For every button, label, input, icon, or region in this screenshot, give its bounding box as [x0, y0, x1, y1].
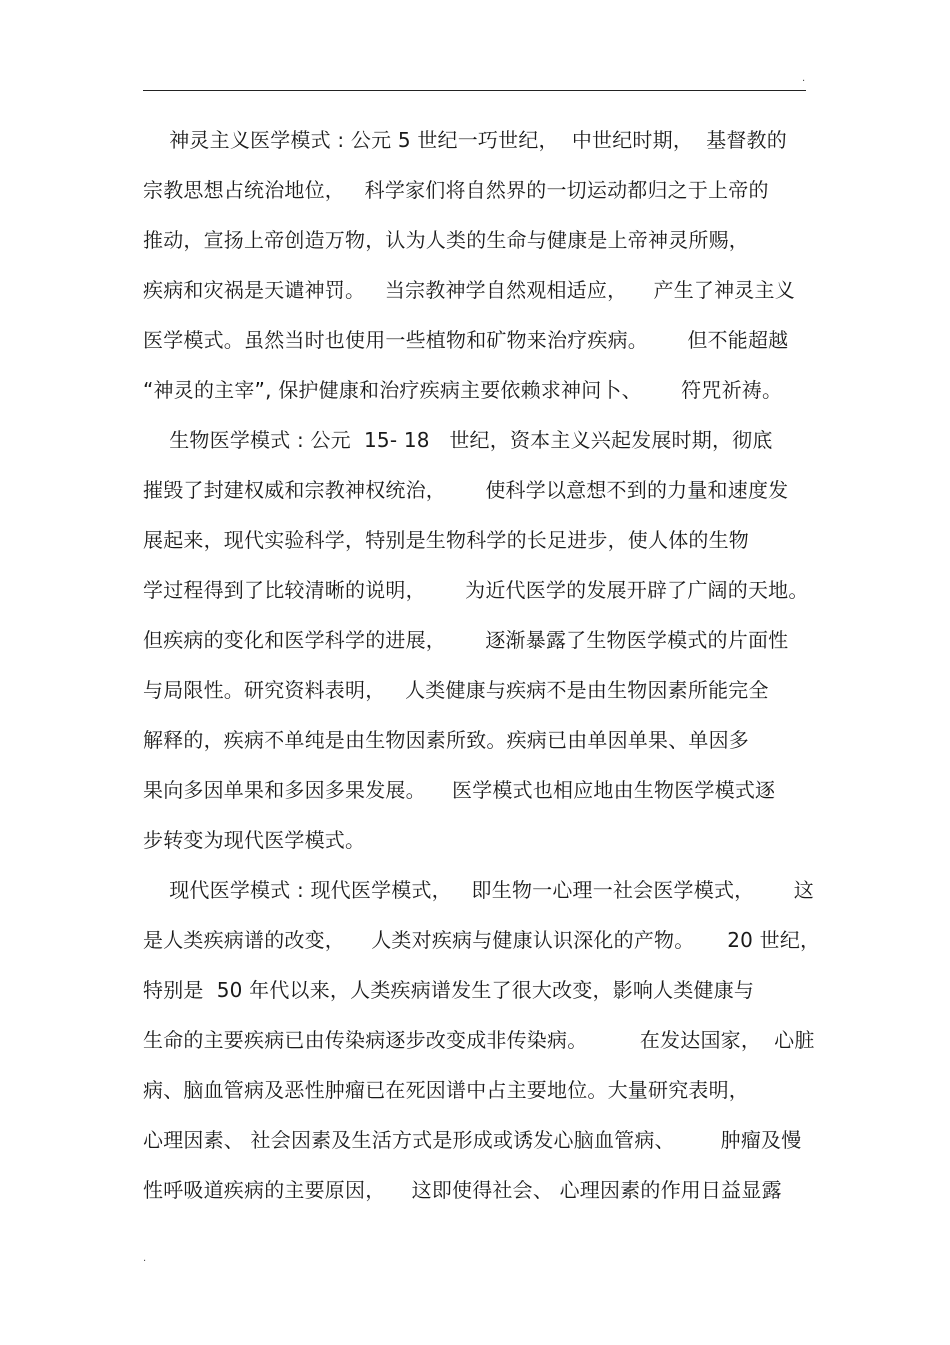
text-line: 现代医学模式 : 现代医学模式， 即生物一心理一社会医学模式， 这	[143, 878, 814, 902]
text-line: 性呼吸道疾病的主要原因， 这即使得社会、 心理因素的作用日益显露	[143, 1178, 782, 1202]
text-line: 特别是 50 年代以来，人类疾病谱发生了很大改变，影响人类健康与	[143, 978, 755, 1002]
header-rule	[143, 90, 806, 91]
text-line: 与局限性。研究资料表明， 人类健康与疾病不是由生物因素所能完全	[143, 678, 769, 702]
text-line: 神灵主义医学模式 : 公元 5 世纪一巧世纪， 中世纪时期， 基督教的	[143, 128, 787, 152]
text-line: 摧毁了封建权威和宗教神权统治， 使科学以意想不到的力量和速度发	[143, 478, 789, 502]
text-line: 病、脑血管病及恶性肿瘤已在死因谱中占主要地位。大量研究表明，	[143, 1078, 749, 1102]
text-line: 解释的，疾病不单纯是由生物因素所致。疾病已由单因单果、单因多	[143, 728, 749, 752]
header-dot: .	[802, 73, 806, 84]
text-line: 但疾病的变化和医学科学的进展， 逐渐暴露了生物医学模式的片面性	[143, 628, 789, 652]
text-line: 推动，宣扬上帝创造万物，认为人类的生命与健康是上帝神灵所赐，	[143, 228, 749, 252]
text-line: 医学模式。虽然当时也使用一些植物和矿物来治疗疾病。 但不能超越	[143, 328, 789, 352]
text-line: 展起来，现代实验科学，特别是生物科学的长足进步，使人体的生物	[143, 528, 749, 552]
text-line: 果向多因单果和多因多果发展。 医学模式也相应地由生物医学模式逐	[143, 778, 776, 802]
text-line: 生命的主要疾病已由传染病逐步改变成非传染病。 在发达国家， 心脏	[143, 1028, 815, 1052]
footer-dot: .	[143, 1253, 147, 1264]
text-line: 步转变为现代医学模式。	[143, 828, 366, 852]
text-line: 生物医学模式 : 公元 15- 18 世纪，资本主义兴起发展时期，彻底	[143, 428, 773, 452]
text-line: “神灵的主宰”, 保护健康和治疗疾病主要依赖求神问卜、 符咒祈祷。	[143, 378, 783, 402]
text-line: 学过程得到了比较清晰的说明， 为近代医学的发展开辟了广阔的天地。	[143, 578, 809, 602]
text-line: 是人类疾病谱的改变， 人类对疾病与健康认识深化的产物。 20 世纪，	[143, 928, 821, 952]
text-line: 心理因素、 社会因素及生活方式是形成或诱发心脑血管病、 肿瘤及慢	[143, 1128, 802, 1152]
text-line: 宗教思想占统治地位， 科学家们将自然界的一切运动都归之于上帝的	[143, 178, 769, 202]
text-line: 疾病和灾祸是天谴神罚。 当宗教神学自然观相适应， 产生了神灵主义	[143, 278, 795, 302]
